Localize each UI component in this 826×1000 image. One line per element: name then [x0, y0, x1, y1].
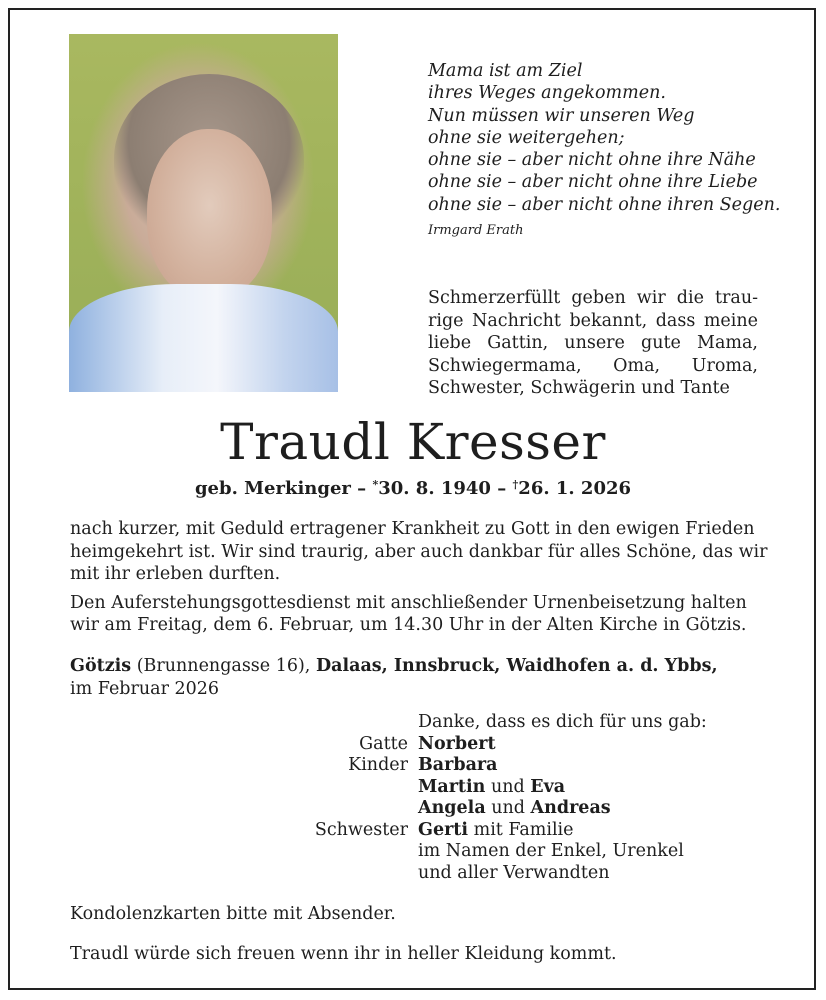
- mourners-list: [300, 712, 707, 884]
- address: (Brunnengasse 16),: [131, 656, 316, 676]
- place-and-date: [70, 655, 718, 700]
- announcement-body: [70, 518, 768, 643]
- poem-line: ohne sie – aber nicht ohne ihre Nähe: [428, 150, 756, 171]
- separator: –: [497, 478, 507, 499]
- paragraph-service: [70, 592, 760, 637]
- photo-face: [147, 129, 272, 299]
- dress-note: Traudl würde sich freuen wenn ihr in heller Kleidung kommt.: [70, 944, 617, 964]
- mourner-row: [300, 755, 707, 777]
- mourner-row: Schwester Gerti mit Familie: [300, 820, 707, 842]
- mourner-row: [300, 734, 707, 756]
- relation-label: [300, 777, 418, 799]
- mourner-name: Martin: [418, 776, 486, 797]
- mourner-name: Angela: [418, 798, 486, 818]
- mourner-name: Gerti: [418, 819, 469, 840]
- separator: –: [357, 478, 367, 499]
- closing-line: im Namen der Enkel, Urenkel: [418, 841, 684, 861]
- mourner-name: Barbara: [418, 755, 498, 775]
- mourner-row: Martin und Eva: [300, 777, 707, 799]
- body-line: wir am Freitag, dem 6. Februar, um 14.30 Uhr in der Alten Kirche in Götzis.: [70, 615, 747, 635]
- town: Götzis: [70, 656, 132, 676]
- photo-shirt: [69, 284, 338, 392]
- paragraph-passing: [70, 518, 768, 586]
- poem: [428, 60, 780, 242]
- relation-label: Schwester: [314, 819, 408, 840]
- mourner-name: Eva: [530, 776, 566, 797]
- relation-label: Kinder: [348, 755, 408, 775]
- body-line: heimgekehrt ist. Wir sind traurig, aber auch dankbar für alles Schöne, das wir: [70, 541, 768, 562]
- body-line: nach kurzer, mit Geduld ertragener Krankheit zu Gott in den ewigen Frieden: [70, 519, 755, 539]
- relation-label: [300, 798, 418, 820]
- deceased-name: Traudl Kresser: [220, 413, 606, 471]
- portrait-photo: [69, 34, 338, 392]
- intro-line: liebe Gattin, unsere gute Mama,: [428, 333, 758, 353]
- mourner-name: Norbert: [418, 733, 496, 754]
- other-towns: Dalaas, Innsbruck, Waidhofen a. d. Ybbs,: [315, 656, 718, 676]
- condolence-note: Kondolenzkarten bitte mit Absender.: [70, 904, 396, 924]
- intro-line: Schwiegermama, Oma, Uroma,: [428, 355, 758, 376]
- poem-line: Nun müssen wir unseren Weg: [428, 105, 695, 126]
- poem-line: ohne sie – aber nicht ohne ihren Segen.: [428, 194, 781, 215]
- life-dates: [0, 478, 826, 499]
- intro-line: rige Nachricht bekannt, dass meine: [428, 310, 758, 331]
- maiden-name: geb. Merkinger: [194, 478, 351, 499]
- poem-line: ohne sie weitergehen;: [428, 127, 625, 148]
- died-symbol: †: [512, 478, 519, 491]
- body-line: Den Auferstehungsgottesdienst mit anschließender Urnenbeisetzung halten: [70, 592, 747, 613]
- death-date: 26. 1. 2026: [518, 478, 632, 499]
- thanks-heading: Danke, dass es dich für uns gab:: [418, 712, 707, 732]
- intro-line: Schmerzerfüllt geben wir die trau-: [428, 288, 758, 308]
- intro-line: Schwester, Schwägerin und Tante: [428, 378, 730, 398]
- poem-line: Mama ist am Ziel: [428, 61, 583, 81]
- closing-line: und aller Verwandten: [418, 862, 610, 883]
- mourner-row: Angela und Andreas: [300, 798, 707, 820]
- issue-date: im Februar 2026: [70, 678, 220, 699]
- relation-label: Gatte: [359, 733, 408, 754]
- mourner-name: Andreas: [530, 798, 611, 818]
- poem-line: ohne sie – aber nicht ohne ihre Liebe: [428, 172, 758, 193]
- intro-text: [428, 287, 758, 400]
- birth-date: 30. 8. 1940: [378, 478, 491, 499]
- born-symbol: *: [372, 478, 379, 491]
- body-line: mit ihr erleben durften.: [70, 564, 281, 584]
- poem-author: Irmgard Erath: [428, 223, 524, 239]
- poem-line: ihres Weges angekommen.: [428, 83, 666, 104]
